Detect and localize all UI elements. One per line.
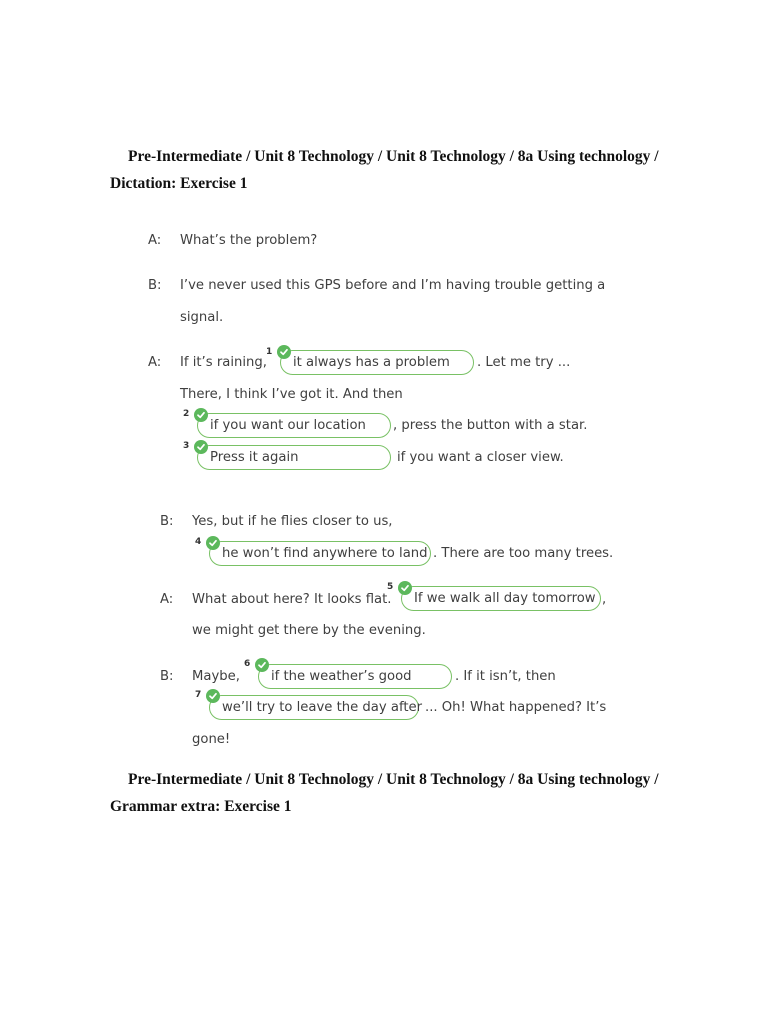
dialogue-text: , press the button with a star. xyxy=(393,418,588,433)
gap-number: 3 xyxy=(183,441,190,451)
dialogue-text: . Let me try ... xyxy=(477,355,571,370)
gap-number: 2 xyxy=(183,409,190,419)
check-circle-icon xyxy=(194,440,208,454)
dialogue-text: signal. xyxy=(180,310,224,325)
answer-gap-3[interactable]: Press it again xyxy=(197,445,391,470)
dialogue-text: . There are too many trees. xyxy=(433,546,614,561)
dialogue-text: If it’s raining, xyxy=(180,355,267,370)
dialogue-text: ... Oh! What happened? It’s xyxy=(425,700,607,715)
gap-number: 4 xyxy=(195,537,202,547)
speaker-label: B: xyxy=(148,278,162,293)
answer-gap-5[interactable]: If we walk all day tomorrow xyxy=(401,586,601,611)
answer-gap-1[interactable]: it always has a problem xyxy=(280,350,474,375)
dialogue-text: gone! xyxy=(192,732,231,747)
speaker-label: A: xyxy=(160,592,174,607)
check-circle-icon xyxy=(255,658,269,672)
dialogue-text: Yes, but if he flies closer to us, xyxy=(192,514,393,529)
gap-number: 1 xyxy=(266,347,273,357)
gap-number: 7 xyxy=(195,690,202,700)
answer-gap-2[interactable]: if you want our location xyxy=(197,413,391,438)
speaker-label: B: xyxy=(160,669,174,684)
dialogue-text: There, I think I’ve got it. And then xyxy=(180,387,403,402)
page-heading-grammar-extra: Pre-Intermediate / Unit 8 Technology / Unit 8 Technology / 8a Using technology / Grammar extra: Exercise 1 xyxy=(110,771,659,815)
answer-gap-4[interactable]: he won’t find anywhere to land xyxy=(209,541,431,566)
dialogue-text: , xyxy=(602,592,607,607)
answer-gap-6[interactable]: if the weather’s good xyxy=(258,664,452,689)
dialogue-text: What about here? It looks flat. xyxy=(192,592,392,607)
dialogue-text: we might get there by the evening. xyxy=(192,623,426,638)
speaker-label: B: xyxy=(160,514,174,529)
dialogue-text: I’ve never used this GPS before and I’m having trouble getting a xyxy=(180,278,606,293)
check-circle-icon xyxy=(194,408,208,422)
gap-number: 5 xyxy=(387,582,394,592)
gap-number: 6 xyxy=(244,659,251,669)
speaker-label: A: xyxy=(148,355,162,370)
dialogue-text: Maybe, xyxy=(192,669,240,684)
check-circle-icon xyxy=(206,536,220,550)
dialogue-text: What’s the problem? xyxy=(180,233,318,248)
dialogue-text: if you want a closer view. xyxy=(397,450,564,465)
answer-gap-7[interactable]: we’ll try to leave the day after xyxy=(209,695,419,720)
dialogue-text: . If it isn’t, then xyxy=(455,669,556,684)
page-heading-dictation: Pre-Intermediate / Unit 8 Technology / Unit 8 Technology / 8a Using technology / Dictation: Exercise 1 xyxy=(110,148,659,192)
speaker-label: A: xyxy=(148,233,162,248)
check-circle-icon xyxy=(206,689,220,703)
check-circle-icon xyxy=(277,345,291,359)
check-circle-icon xyxy=(398,581,412,595)
